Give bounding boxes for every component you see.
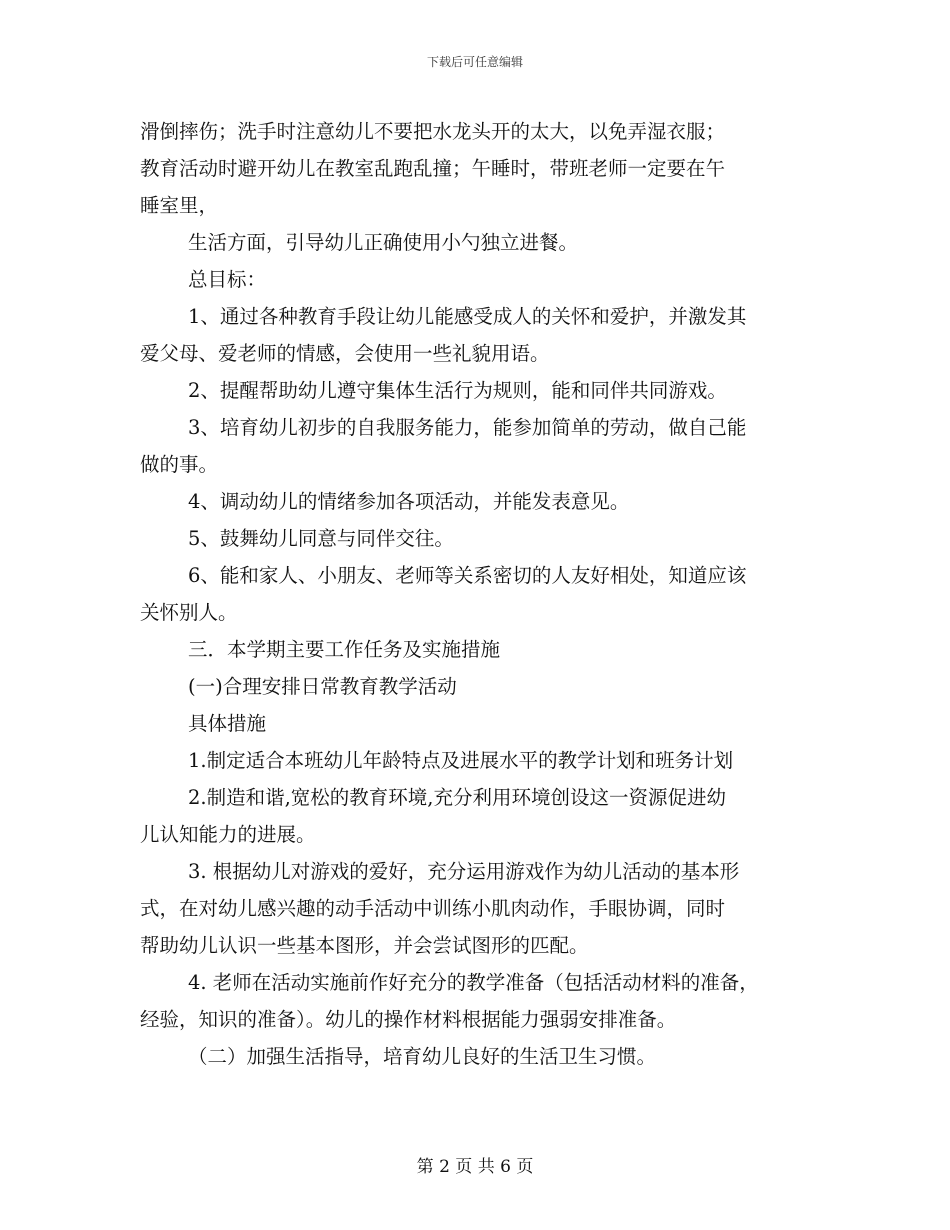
text-line: 2.制造和谐,宽松的教育环境,充分利用环境创设这一资源促进幼	[188, 786, 727, 809]
text-line: 1、通过各种教育手段让幼儿能感受成人的关怀和爱护，并激发其	[188, 305, 747, 328]
text-line: 儿认知能力的进展。	[140, 823, 316, 846]
text-line: 4. 老师在活动实施前作好充分的教学准备（包括活动材料的准备，	[188, 971, 759, 994]
text-line: 6、能和家人、小朋友、老师等关系密切的人友好相处，知道应该	[188, 564, 747, 587]
text-line: 5、鼓舞幼儿同意与同伴交往。	[188, 527, 454, 550]
text-line: 帮助幼儿认识一些基本图形，并会尝试图形的匹配。	[140, 934, 589, 957]
text-line: 3. 根据幼儿对游戏的爱好，充分运用游戏作为幼儿活动的基本形	[188, 860, 740, 883]
text-line: 滑倒摔伤；洗手时注意幼儿不要把水龙头开的太大，以免弄湿衣服；	[140, 120, 726, 143]
text-line: 总目标：	[188, 268, 267, 291]
text-line: （二）加强生活指导，培育幼儿良好的生活卫生习惯。	[188, 1045, 657, 1068]
text-line: 爱父母、爱老师的情感，会使用一些礼貌用语。	[140, 342, 550, 365]
text-line: 教育活动时避开幼儿在教室乱跑乱撞；午睡时，带班老师一定要在午	[140, 157, 726, 180]
text-line: 3、培育幼儿初步的自我服务能力，能参加简单的劳动，做自己能	[188, 416, 747, 439]
text-line: 2、提醒帮助幼儿遵守集体生活行为规则，能和同伴共同游戏。	[188, 379, 727, 402]
text-line: (一)合理安排日常教育教学活动	[188, 675, 457, 698]
page-footer: 第 2 页 共 6 页	[416, 1157, 534, 1177]
text-line: 1.制定适合本班幼儿年龄特点及进展水平的教学计划和班务计划	[188, 749, 734, 772]
text-line: 经验，知识的准备）。幼儿的操作材料根据能力强弱安排准备。	[140, 1008, 677, 1031]
text-line: 4、调动幼儿的情绪参加各项活动，并能发表意见。	[188, 490, 630, 513]
text-line: 睡室里，	[140, 194, 219, 217]
text-line: 三．本学期主要工作任务及实施措施	[188, 638, 501, 661]
text-line: 生活方面，引导幼儿正确使用小勺独立进餐。	[188, 231, 579, 254]
text-line: 做的事。	[140, 453, 219, 476]
document-body	[140, 113, 820, 1075]
text-line: 关怀别人。	[140, 601, 238, 624]
text-line: 具体措施	[188, 712, 267, 735]
page-header: 下载后可任意编辑	[426, 55, 523, 69]
text-line: 式，在对幼儿感兴趣的动手活动中训练小肌肉动作，手眼协调，同时	[140, 897, 726, 920]
